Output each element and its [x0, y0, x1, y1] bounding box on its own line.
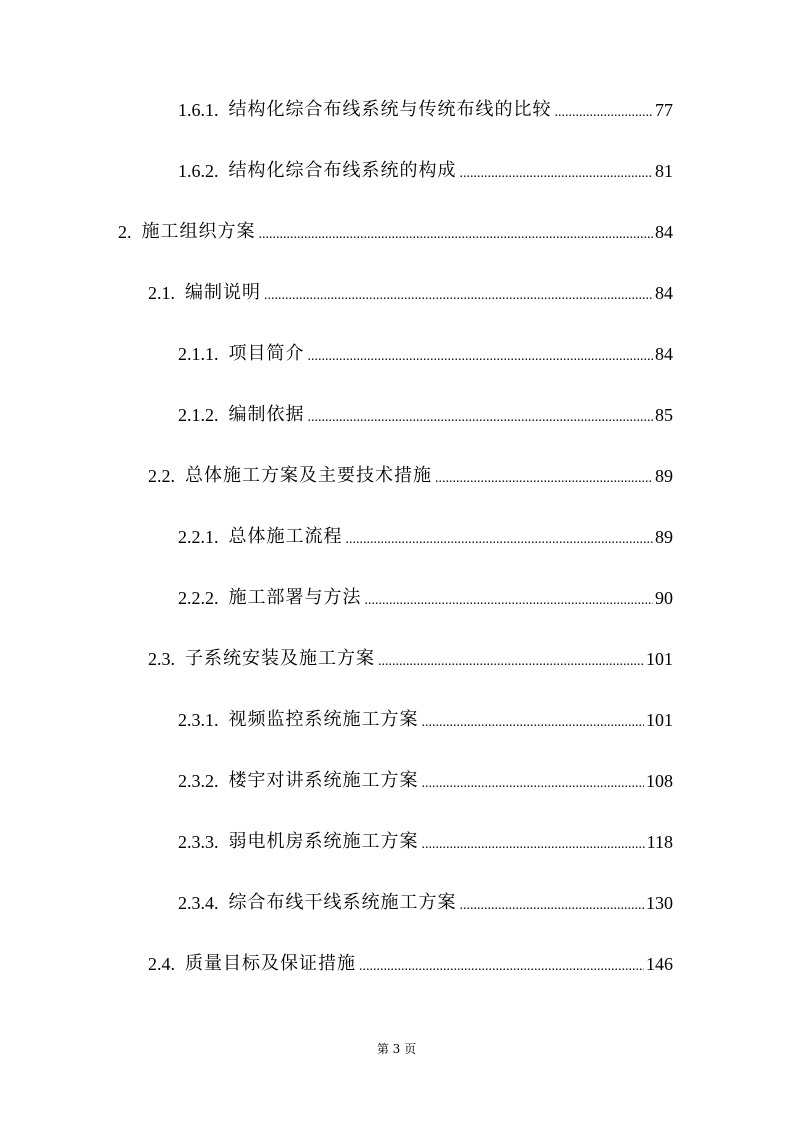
toc-dot-leader — [308, 407, 654, 429]
toc-entry-number: 2.3. — [148, 649, 175, 669]
toc-entry-page: 77 — [655, 100, 673, 120]
toc-entry-2-3-2[interactable] — [178, 767, 673, 795]
toc-entry-page: 84 — [655, 344, 673, 364]
toc-entry-number: 2.3.4. — [178, 893, 219, 913]
toc-dot-leader — [346, 529, 654, 551]
toc-entry-2-4[interactable] — [148, 950, 673, 978]
toc-entry-title: 弱电机房系统施工方案 — [228, 831, 419, 852]
toc-entry-page: 130 — [646, 893, 673, 913]
toc-entry-title: 视频监控系统施工方案 — [228, 709, 419, 730]
toc-entry-title: 子系统安装及施工方案 — [185, 648, 375, 669]
toc-entry-page: 101 — [646, 649, 673, 669]
toc-dot-leader — [555, 102, 654, 124]
toc-entry-2-3-4[interactable] — [178, 889, 673, 917]
toc-entry-page: 85 — [655, 405, 673, 425]
toc-dot-leader — [308, 346, 654, 368]
toc-entry-2-1[interactable] — [148, 279, 673, 307]
toc-entry-number: 2.1.2. — [178, 405, 219, 425]
toc-entry-2[interactable] — [118, 218, 673, 246]
toc-entry-number: 2.1.1. — [178, 344, 219, 364]
toc-entry-2-2[interactable] — [148, 462, 673, 490]
toc-dot-leader — [422, 773, 645, 795]
toc-entry-title: 编制说明 — [185, 282, 261, 303]
toc-entry-2-2-2[interactable] — [178, 584, 673, 612]
toc-entry-number: 1.6.2. — [178, 161, 219, 181]
toc-entry-page: 90 — [655, 588, 673, 608]
toc-dot-leader — [460, 895, 645, 917]
toc-entry-2-1-2[interactable] — [178, 401, 673, 429]
toc-entry-1-6-2[interactable] — [178, 157, 673, 185]
toc-entry-2-2-1[interactable] — [178, 523, 673, 551]
toc-entry-2-3-3[interactable] — [178, 828, 673, 856]
toc-dot-leader — [435, 468, 653, 490]
toc-entry-page: 81 — [655, 161, 673, 181]
toc-dot-leader — [359, 956, 644, 978]
toc-entry-2-3-1[interactable] — [178, 706, 673, 734]
toc-dot-leader — [422, 834, 645, 856]
page-footer — [0, 1040, 793, 1057]
toc-entry-page: 146 — [646, 954, 673, 974]
toc-entry-number: 2.2. — [148, 466, 175, 486]
toc-entry-page: 84 — [655, 283, 673, 303]
toc-entry-title: 楼宇对讲系统施工方案 — [228, 770, 419, 791]
toc-entry-2-1-1[interactable] — [178, 340, 673, 368]
toc-entry-title: 综合布线干线系统施工方案 — [228, 892, 457, 913]
toc-dot-leader — [264, 285, 653, 307]
toc-entry-number: 2.3.2. — [178, 771, 219, 791]
toc-entry-number: 2.2.2. — [178, 588, 219, 608]
toc-entry-page: 108 — [646, 771, 673, 791]
toc-entry-title: 编制依据 — [228, 404, 305, 425]
toc-dot-leader — [460, 163, 654, 185]
page-number-label: 第 3 页 — [376, 1042, 417, 1056]
toc-dot-leader — [422, 712, 645, 734]
toc-entry-title: 项目简介 — [228, 343, 305, 364]
toc-entry-page: 118 — [646, 832, 673, 852]
toc-entry-page: 89 — [655, 466, 673, 486]
toc-entry-number: 2.1. — [148, 283, 175, 303]
toc-entry-title: 结构化综合布线系统的构成 — [228, 160, 457, 181]
toc-entry-page: 89 — [655, 527, 673, 547]
toc-entry-number: 2.3.1. — [178, 710, 219, 730]
toc-entry-page: 101 — [646, 710, 673, 730]
toc-entry-number: 2.4. — [148, 954, 175, 974]
toc-entry-title: 总体施工方案及主要技术措施 — [185, 465, 432, 486]
toc-entry-1-6-1[interactable] — [178, 96, 673, 124]
toc-dot-leader — [259, 224, 654, 246]
toc-entry-page: 84 — [655, 222, 673, 242]
toc-entry-title: 总体施工流程 — [228, 526, 343, 547]
toc-entry-title: 施工部署与方法 — [228, 587, 362, 608]
toc-entry-title: 结构化综合布线系统与传统布线的比较 — [228, 99, 552, 120]
toc-entry-title: 施工组织方案 — [141, 221, 256, 242]
toc-dot-leader — [378, 651, 644, 673]
toc-entry-number: 2.3.3. — [178, 832, 219, 852]
toc-entry-number: 2.2.1. — [178, 527, 219, 547]
toc-dot-leader — [365, 590, 654, 612]
toc-entry-title: 质量目标及保证措施 — [185, 953, 356, 974]
toc-entry-number: 1.6.1. — [178, 100, 219, 120]
toc-entry-number: 2. — [118, 222, 132, 242]
toc-entry-2-3[interactable] — [148, 645, 673, 673]
